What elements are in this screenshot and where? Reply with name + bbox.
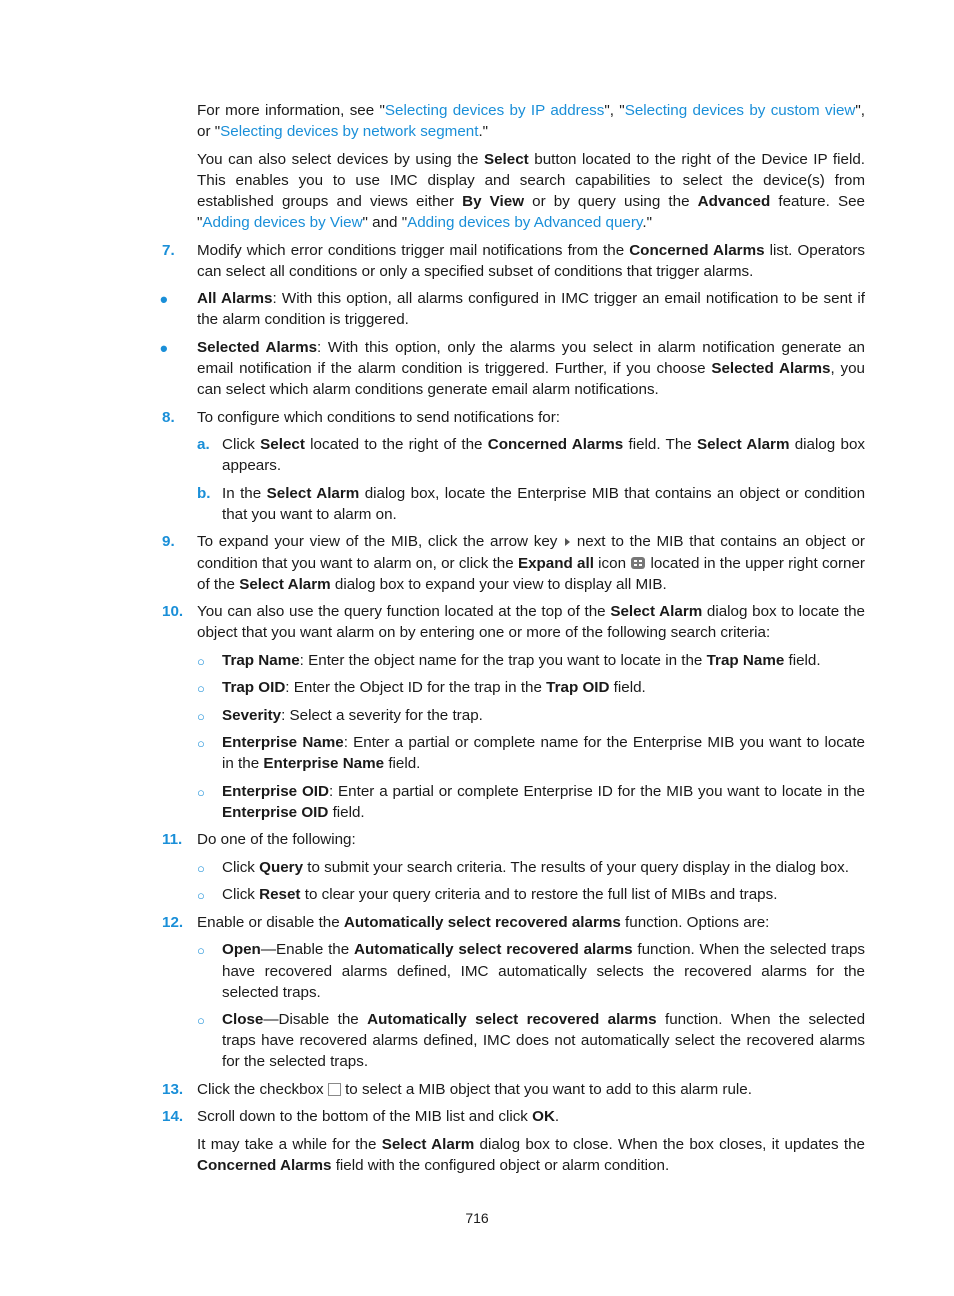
step-number: 14. [162,1108,184,1125]
criteria-enterprise-name: Enterprise Name: Enter a partial or complete name for the Enterprise MIB you want to locate in the Enterprise Name field. [222,734,865,772]
expand-all-icon [630,556,646,570]
step-7: Modify which error conditions trigger mail notifications from the Concerned Alarms list. Operators can select all conditions or only a specified subset of conditions that trigger alarms. [197,242,865,280]
step-number: 10. [162,603,184,620]
page-number: 716 [465,1210,489,1226]
step-number: 13. [162,1081,184,1098]
substep-letter: b. [197,485,211,502]
circle-bullet: ○ [197,785,205,800]
closing-paragraph: It may take a while for the Select Alarm dialog box to close. When the box closes, it updates the Concerned Alarms field with the configured object or alarm condition. [197,1136,865,1174]
step-9: To expand your view of the MIB, click the arrow key next to the MIB that contains an object or condition that you want to alarm on, or click the Expand all icon located in the upper right corner of the Select Alarm dialog box to expand your view to display all MIB. [197,533,865,593]
circle-bullet: ○ [197,654,205,669]
criteria-trap-oid: Trap OID: Enter the Object ID for the trap in the Trap OID field. [222,679,646,696]
step-number: 9. [162,533,175,550]
step-8b: In the Select Alarm dialog box, locate the Enterprise MIB that contains an object or condition that you want to alarm on. [222,485,866,523]
step-14: Scroll down to the bottom of the MIB list and click OK. [197,1108,560,1125]
circle-bullet: ○ [197,709,205,724]
criteria-severity: Severity: Select a severity for the trap. [222,707,483,724]
step-number: 7. [162,242,175,259]
step-number: 8. [162,409,175,426]
link-selecting-by-network-segment[interactable]: Selecting devices by network segment [220,123,479,140]
option-close: Close—Disable the Automatically select recovered alarms function. When the selected traps have recovered alarms defined, IMC does not automatically select the recovered alarms for the selected traps. [222,1011,866,1070]
step-8: To configure which conditions to send notifications for: [197,409,561,426]
circle-bullet: ○ [197,861,205,876]
step-10: You can also use the query function located at the top of the Select Alarm dialog box to locate the object that you want alarm on by entering one or more of the following search criteria: [197,603,865,641]
substep-letter: a. [197,436,210,453]
circle-bullet: ○ [197,1013,205,1028]
step-13: Click the checkbox to select a MIB object that you want to add to this alarm rule. [197,1081,752,1098]
link-selecting-by-ip[interactable]: Selecting devices by IP address [384,102,605,119]
step-12: Enable or disable the Automatically select recovered alarms function. Options are: [197,914,770,931]
step-8a: Click Select located to the right of the Concerned Alarms field. The Select Alarm dialog box appears. [222,436,865,474]
link-adding-by-view[interactable]: Adding devices by View [202,214,363,231]
option-reset: Click Reset to clear your query criteria and to restore the full list of MIBs and traps. [222,886,778,903]
step-number: 11. [162,831,183,848]
step-11: Do one of the following: [197,831,356,848]
bullet-all-alarms: All Alarms: With this option, all alarms configured in IMC trigger an email notification to be sent if the alarm condition is triggered. [197,290,865,328]
option-open: Open—Enable the Automatically select recovered alarms function. When the selected traps have recovered alarms defined, IMC automatically selects the recovered alarms for the selected traps. [222,941,865,1001]
link-selecting-by-custom-view[interactable]: Selecting devices by custom view [624,102,856,119]
more-info-paragraph: For more information, see "Selecting devices by IP address", "Selecting devices by custom view", or "Selecting devices by network segment." [197,102,865,140]
circle-bullet: ○ [197,888,205,903]
link-adding-by-advanced-query[interactable]: Adding devices by Advanced query [407,214,643,231]
checkbox-icon [328,1083,341,1096]
bullet-marker: • [160,287,168,312]
step-number: 12. [162,914,184,931]
circle-bullet: ○ [197,943,205,958]
criteria-enterprise-oid: Enterprise OID: Enter a partial or complete Enterprise ID for the MIB you want to locate in the Enterprise OID field. [222,783,865,821]
circle-bullet: ○ [197,681,205,696]
bullet-selected-alarms: Selected Alarms: With this option, only the alarms you select in alarm notification generate an email notification if the alarm condition is triggered. Further, if you choose Selected Alarms, you can select which alarm conditions generate email alarm notifications. [197,339,865,398]
select-devices-paragraph: You can also select devices by using the Select button located to the right of the Device IP field. This enables you to use IMC display and search capabilities to select the device(s) from established groups and views either By View or by query using the Advanced feature. See "Adding devices by View" and "Adding devices by Advanced query." [197,151,865,231]
option-query: Click Query to submit your search criteria. The results of your query display in the dialog box. [222,859,849,876]
bullet-marker: • [160,336,168,361]
circle-bullet: ○ [197,736,205,751]
arrow-right-icon [563,537,571,547]
criteria-trap-name: Trap Name: Enter the object name for the trap you want to locate in the Trap Name field. [222,652,821,669]
